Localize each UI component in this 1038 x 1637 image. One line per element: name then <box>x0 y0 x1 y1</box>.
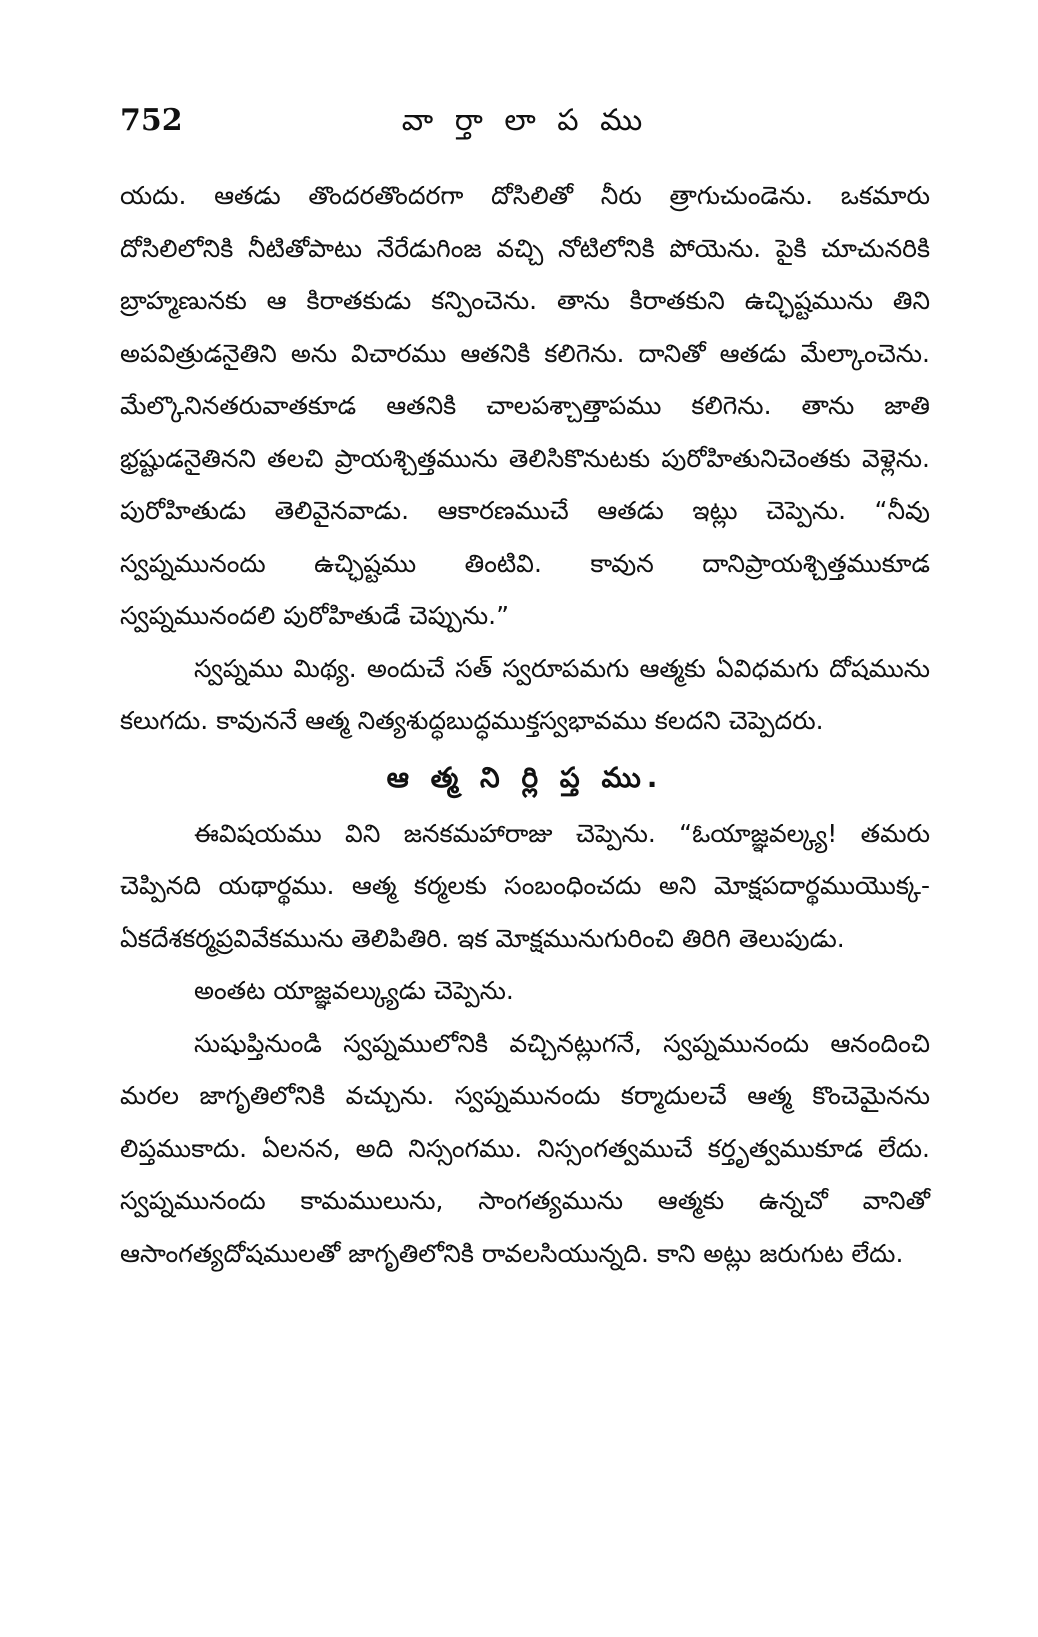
paragraph-story: యదు. ఆతడు తొందరతొందరగా దోసిలితో నీరు త్రాగుచుండెను. ఒకమారు దోసిలిలోనికి నీటితోపాటు నేరేడుగింజ వచ్చి నోటిలోనికి పోయెను. పైకి చూచునరికి బ్రాహ్మణునకు ఆ కిరాతకుడు కన్పించెను. తాను కిరాతకుని ఉచ్ఛిష్టమును తిని అపవిత్రుడనైతిని అను విచారము ఆతనికి కలిగెను. దానితో ఆతడు మేల్కాంచెను. మేల్కొనినతరువాతకూడ ఆతనికి చాలపశ్చాత్తాపము కలిగెను. తాను జాతి భ్రష్టుడనైతినని తలచి ప్రాయశ్చిత్తమును తెలిసికొనుటకు పురోహితునిచెంతకు వెళ్లెను. పురోహితుడు తెలివైనవాడు. ఆకారణముచే ఆతడు ఇట్లు చెప్పెను. “నీవు స్వప్నమునందు ఉచ్ఛిష్టము తింటివి. కావున దానిప్రాయశ్చిత్తముకూడ స్వప్నమునందలి పురోహితుడే చెప్పును.” <box>120 181 930 630</box>
paragraph-dream-illusion: స్వప్నము మిథ్య. అందుచే సత్ స్వరూపమగు ఆత్మకు ఏవిధమగు దోషమును కలుగదు. కావుననే ఆత్మ నిత్యశుద్ధబుద్ధముక్తస్వభావము కలదని చెప్పెదరు. <box>120 653 930 735</box>
body-text <box>120 170 930 1280</box>
paragraph-janaka-question: ఈవిషయము విని జనకమహారాజు చెప్పెను. “ఓయాజ్ఞవల్క్య! తమరు చెప్పినది యథార్థము. ఆత్మ కర్మలకు సంబంధించదు అని మోక్షపదార్థముయొక్క- ఏకదేశకర్మప్రవివేకమును తెలిపితిరి. ఇక మోక్షమునుగురించి తిరిగి తెలుపుడు. <box>120 818 930 953</box>
paragraph-yajnavalkya-speaks: అంతట యాజ్ఞవల్క్యుడు చెప్పెను. <box>194 976 514 1005</box>
running-title: వా ర్తా లా ప ము <box>401 103 649 138</box>
page-number: 752 <box>120 103 183 138</box>
section-heading: ఆ త్మ ని ర్లి ప్త ము. <box>386 760 664 794</box>
paragraph-sushupti: సుషుప్తినుండి స్వప్నములోనికి వచ్చినట్లుగనే, స్వప్నమునందు ఆనందించి మరల జాగృతిలోనికి వచ్చును. స్వప్నమునందు కర్మాదులచే ఆత్మ కొంచెమైనను లిప్తముకాదు. ఏలనన, అది నిస్సంగము. నిస్సంగత్వముచే కర్తృత్వముకూడ లేదు. స్వప్నమునందు కామములును, సాంగత్యమును ఆత్మకు ఉన్నచో వానితో ఆసాంగత్యదోషములతో జాగృతిలోనికి రావలసియున్నది. కాని అట్లు జరుగుట లేదు. <box>120 1028 930 1268</box>
page-header <box>120 95 930 155</box>
